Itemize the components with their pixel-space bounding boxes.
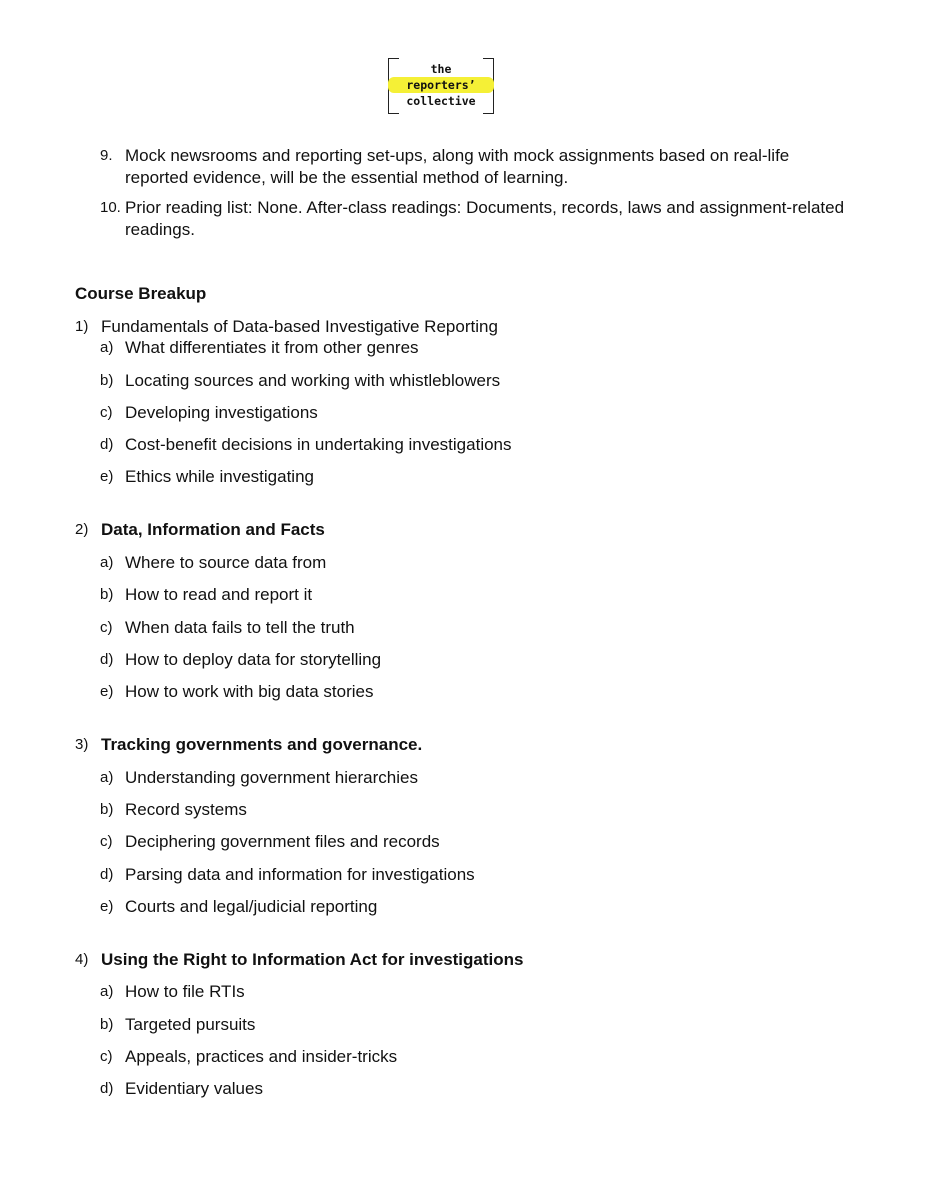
item-text: Evidentiary values	[125, 1079, 263, 1098]
item-letter: e)	[100, 468, 114, 485]
item-letter: c)	[100, 619, 113, 636]
item-number: 9.	[100, 147, 113, 164]
item-letter: b)	[100, 372, 114, 389]
item-text: How to deploy data for storytelling	[125, 650, 382, 669]
item-text: Understanding government hierarchies	[125, 768, 418, 787]
course-breakup-heading: Course Breakup	[75, 284, 207, 303]
logo-line-2-highlighted: reporters’	[388, 77, 494, 93]
item-letter: d)	[100, 651, 114, 668]
item-text: Mock newsrooms and reporting set-ups, along with mock assignments based on real-life reported evidence, will be the essential method of learning.	[125, 146, 790, 187]
section-number: 4)	[75, 951, 89, 968]
section-title: Fundamentals of Data-based Investigative Reporting	[101, 317, 498, 336]
item-text: Appeals, practices and insider-tricks	[125, 1047, 398, 1066]
item-text: How to work with big data stories	[125, 682, 374, 701]
numbered-item-10	[0, 197, 928, 241]
logo-line-3: collective	[406, 94, 476, 108]
section-number: 1)	[75, 318, 89, 335]
logo-wordmark	[388, 61, 494, 109]
item-text: Developing investigations	[125, 403, 318, 422]
item-text: Prior reading list: None. After-class readings: Documents, records, laws and assignment-related readings.	[125, 198, 845, 239]
section-number: 3)	[75, 736, 89, 753]
item-letter: e)	[100, 898, 114, 915]
item-letter: d)	[100, 1080, 114, 1097]
numbered-item-9	[0, 145, 928, 189]
item-letter: c)	[100, 833, 113, 850]
logo-line-1: the	[430, 62, 452, 76]
item-letter: c)	[100, 404, 113, 421]
item-letter: c)	[100, 1048, 113, 1065]
reporters-collective-logo	[388, 58, 494, 114]
section-title: Data, Information and Facts	[101, 520, 325, 539]
item-letter: b)	[100, 801, 114, 818]
item-number: 10.	[100, 199, 121, 216]
item-letter: d)	[100, 436, 114, 453]
item-letter: d)	[100, 866, 114, 883]
item-text: Targeted pursuits	[125, 1015, 256, 1034]
item-text: Locating sources and working with whistleblowers	[125, 371, 501, 390]
section-title: Using the Right to Information Act for investigations	[101, 950, 524, 969]
item-text: Ethics while investigating	[125, 467, 314, 486]
item-text: Parsing data and information for investigations	[125, 865, 475, 884]
item-text: When data fails to tell the truth	[125, 618, 355, 637]
item-letter: e)	[100, 683, 114, 700]
item-text: Record systems	[125, 800, 247, 819]
item-letter: a)	[100, 339, 114, 356]
item-text: How to read and report it	[125, 585, 313, 604]
item-text: Where to source data from	[125, 553, 327, 572]
section-title: Tracking governments and governance.	[101, 735, 423, 754]
item-letter: a)	[100, 983, 114, 1000]
item-letter: b)	[100, 586, 114, 603]
item-text: Deciphering government files and records	[125, 832, 440, 851]
item-text: How to file RTIs	[125, 982, 245, 1001]
item-letter: b)	[100, 1016, 114, 1033]
item-letter: a)	[100, 554, 114, 571]
item-letter: a)	[100, 769, 114, 786]
item-text: Courts and legal/judicial reporting	[125, 897, 378, 916]
item-text: Cost-benefit decisions in undertaking investigations	[125, 435, 512, 454]
section-number: 2)	[75, 521, 89, 538]
item-text: What differentiates it from other genres	[125, 338, 419, 357]
